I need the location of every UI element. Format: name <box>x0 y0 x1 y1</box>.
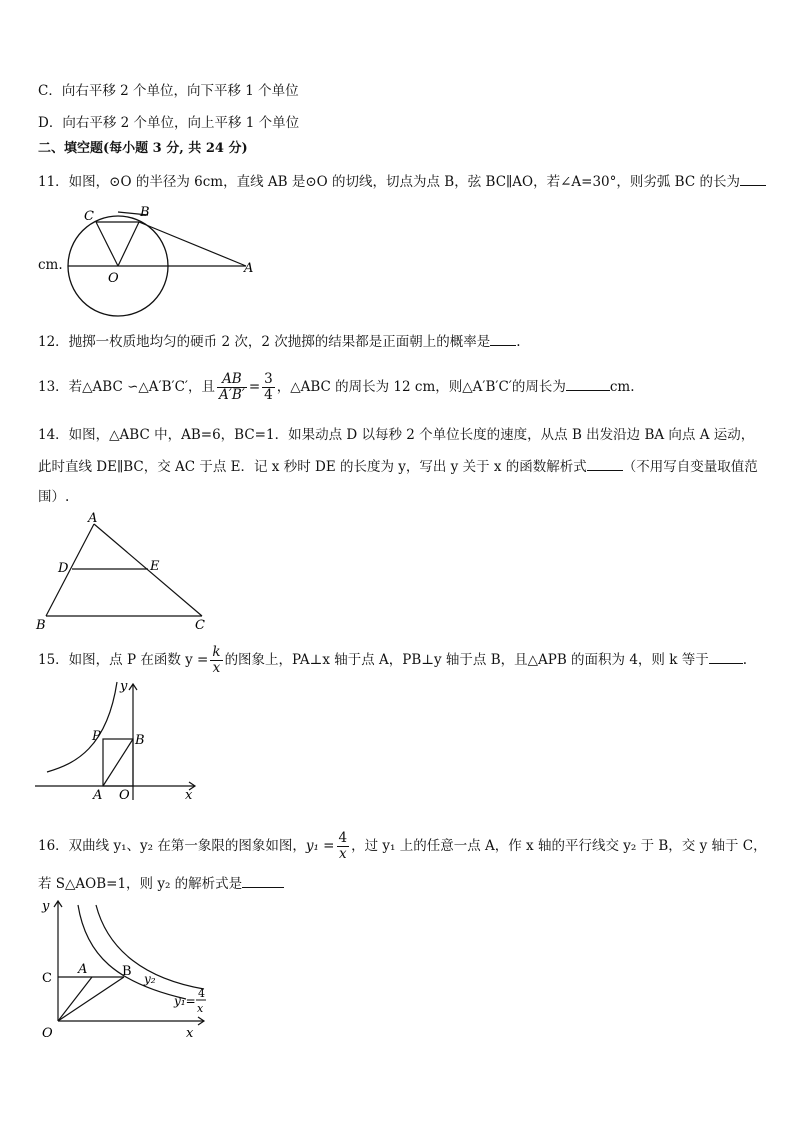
q16-label-y: y <box>42 899 50 914</box>
q14-line3: 围）. <box>38 489 70 505</box>
q16-func: y₁ = <box>305 838 335 854</box>
q15-label-y: y <box>120 679 128 694</box>
q12-answer-blank <box>490 331 516 346</box>
q14-label-c: C <box>195 618 205 632</box>
q11-text <box>38 171 766 192</box>
q16-fraction <box>337 831 350 862</box>
q12-text <box>38 331 521 352</box>
q16-label-x: x <box>186 1026 194 1041</box>
q15-post: 的图象上，PA⊥x 轴于点 A，PB⊥y 轴于点 B，且△APB 的面积为 4，则 k 等于 <box>224 652 709 668</box>
q16-numerator: 4 <box>338 830 348 846</box>
section-heading: 二、填空题(每小题 3 分, 共 24 分) <box>38 141 248 156</box>
q15-label-a: A <box>93 788 103 803</box>
q16-label-y1: y₁= <box>174 994 196 1008</box>
q11-label-o: O <box>108 271 119 286</box>
q13-value-fraction <box>262 372 275 403</box>
q16-denominator: x <box>338 846 347 862</box>
q14-line2a: 此时直线 DE∥BC，交 AC 于点 E．记 x 秒时 DE 的长度为 y，写出 y 关于 x 的函数解析式 <box>38 459 587 475</box>
q13-value-denominator: 4 <box>264 387 273 403</box>
q16-label-y2: y₂ <box>144 972 156 986</box>
q14-label-d: D <box>58 561 69 576</box>
q15-pre: 15．如图，点 P 在函数 y = <box>38 652 209 668</box>
q15-label-x: x <box>185 788 193 803</box>
q12-end: . <box>516 334 521 350</box>
q16-label-b: B <box>122 964 132 979</box>
q12-statement: 12．抛掷一枚质地均匀的硬币 2 次，2 次抛掷的结果都是正面朝上的概率是 <box>38 334 491 350</box>
q16-label-c: C <box>42 971 52 986</box>
q16-label-a: A <box>78 962 88 977</box>
option-d: D．向右平移 2 个单位，向上平移 1 个单位 <box>38 115 300 131</box>
q14-label-b: B <box>36 618 46 632</box>
q14-answer-blank <box>587 456 623 471</box>
q13-equals: = <box>248 379 261 395</box>
q14-label-e: E <box>150 559 160 574</box>
q14-line1: 14．如图，△ABC 中，AB=6，BC=1．如果动点 D 以每秒 2 个单位长度的速度，从点 B 出发沿边 BA 向点 A 运动， <box>38 427 755 443</box>
q16-figure <box>36 895 226 1045</box>
q16-label-o: O <box>42 1026 53 1041</box>
q15-numerator: k <box>212 644 221 660</box>
q16-line2-text: 若 S△AOB=1，则 y₂ 的解析式是 <box>38 876 243 892</box>
q15-end: . <box>742 652 747 668</box>
q16-answer-blank <box>242 873 284 888</box>
q11-statement: 11．如图，⊙O 的半径为 6cm，直线 AB 是⊙O 的切线，切点为点 B，弦 BC∥AO，若∠A=30°，则劣弧 BC 的长为 <box>38 174 740 190</box>
q16-line2 <box>38 873 284 894</box>
q11-answer-blank <box>740 171 766 186</box>
q14-figure <box>30 512 220 632</box>
q11-figure <box>60 202 260 320</box>
q15-fraction <box>210 645 222 676</box>
q15-answer-blank <box>709 649 743 664</box>
q15-figure <box>35 676 205 804</box>
q15-label-b: B <box>135 733 145 748</box>
q14-label-a: A <box>88 512 98 526</box>
q13-answer-blank <box>566 376 610 391</box>
q13-mid: ，△ABC 的周长为 12 cm，则△A′B′C′的周长为 <box>276 379 566 395</box>
q13-ratio-denominator: A′B′ <box>219 387 245 403</box>
q15-label-p: P <box>92 729 101 744</box>
q15-text <box>38 640 747 680</box>
q11-unit: cm. <box>38 257 63 273</box>
q13-end: cm. <box>609 379 635 395</box>
q13-pre: 13．若△ABC ∽△A′B′C′，且 <box>38 379 215 395</box>
q13-value-numerator: 3 <box>264 371 273 387</box>
q15-denominator: x <box>212 660 221 676</box>
q16-label-y1-num: 4 <box>198 987 205 1000</box>
q11-label-a: A <box>244 261 254 276</box>
option-c: C．向右平移 2 个单位，向下平移 1 个单位 <box>38 83 299 99</box>
q13-text <box>38 367 635 407</box>
q16-post: ，过 y₁ 上的任意一点 A，作 x 轴的平行线交 y₂ 于 B，交 y 轴于 C， <box>351 838 767 854</box>
q14-line2b: （不用写自变量取值范 <box>622 459 758 475</box>
q13-ratio-numerator: AB <box>217 372 247 388</box>
q16-label-y1-den: x <box>197 1002 204 1015</box>
q11-label-c: C <box>84 209 94 224</box>
q16-text <box>38 826 767 866</box>
q16-pre: 16．双曲线 y₁、y₂ 在第一象限的图象如图， <box>38 838 306 854</box>
q11-label-b: B <box>140 205 150 220</box>
q13-ratio-fraction <box>217 372 247 403</box>
q15-label-o: O <box>119 788 130 803</box>
q14-line2 <box>38 456 758 477</box>
